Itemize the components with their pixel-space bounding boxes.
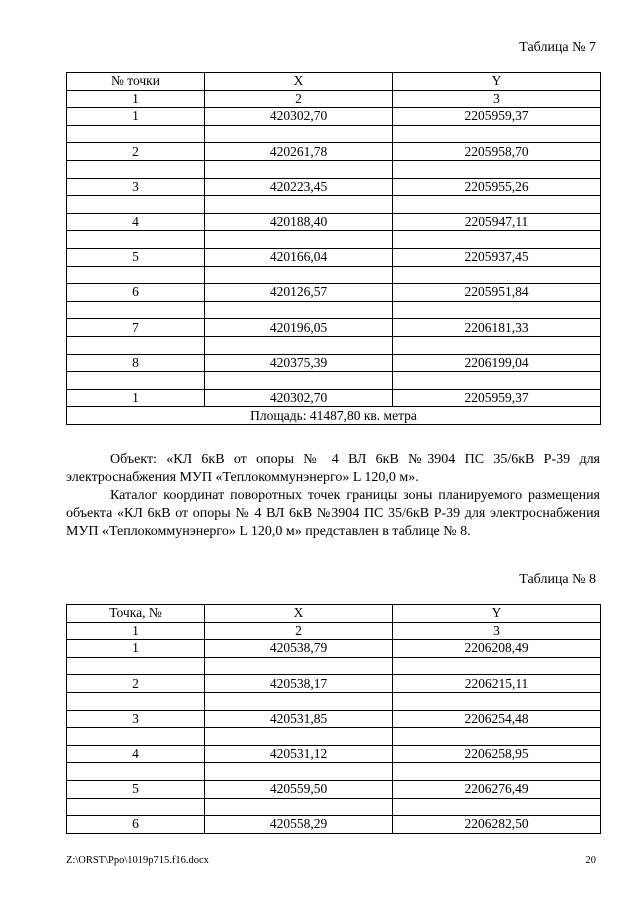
table-row bbox=[67, 389, 601, 407]
table-row bbox=[67, 640, 601, 658]
x-cell: 420302,70 bbox=[205, 108, 393, 126]
x-cell: 420223,45 bbox=[205, 178, 393, 196]
table-header-row bbox=[67, 73, 601, 91]
y-cell: 2206208,49 bbox=[393, 640, 601, 658]
empty-cell bbox=[393, 372, 601, 390]
body-text bbox=[66, 451, 600, 541]
point-cell: 4 bbox=[67, 213, 205, 231]
table-row bbox=[67, 710, 601, 728]
table-row bbox=[67, 178, 601, 196]
empty-cell bbox=[67, 728, 205, 746]
header-y: Y bbox=[393, 605, 601, 623]
point-cell: 2 bbox=[67, 675, 205, 693]
spacer-row bbox=[67, 728, 601, 746]
point-cell: 5 bbox=[67, 780, 205, 798]
spacer-row bbox=[67, 125, 601, 143]
table-row bbox=[67, 213, 601, 231]
spacer-row bbox=[67, 266, 601, 284]
empty-cell bbox=[205, 160, 393, 178]
table7-caption: Таблица № 7 bbox=[519, 40, 596, 55]
empty-cell bbox=[393, 301, 601, 319]
column-number: 3 bbox=[393, 622, 601, 640]
column-number: 2 bbox=[205, 622, 393, 640]
x-cell: 420261,78 bbox=[205, 143, 393, 161]
point-cell: 3 bbox=[67, 710, 205, 728]
table-row bbox=[67, 816, 601, 834]
empty-cell bbox=[67, 301, 205, 319]
empty-cell bbox=[67, 336, 205, 354]
coordinates-table-8 bbox=[66, 604, 601, 834]
column-number: 1 bbox=[67, 90, 205, 108]
y-cell: 2206254,48 bbox=[393, 710, 601, 728]
table-row bbox=[67, 354, 601, 372]
point-cell: 2 bbox=[67, 143, 205, 161]
x-cell: 420126,57 bbox=[205, 284, 393, 302]
header-y: Y bbox=[393, 73, 601, 91]
empty-cell bbox=[393, 798, 601, 816]
point-cell: 6 bbox=[67, 284, 205, 302]
x-cell: 420559,50 bbox=[205, 780, 393, 798]
column-number: 1 bbox=[67, 622, 205, 640]
empty-cell bbox=[393, 160, 601, 178]
header-x: X bbox=[205, 73, 393, 91]
empty-cell bbox=[205, 266, 393, 284]
empty-cell bbox=[205, 657, 393, 675]
empty-cell bbox=[393, 266, 601, 284]
y-cell: 2206276,49 bbox=[393, 780, 601, 798]
y-cell: 2206215,11 bbox=[393, 675, 601, 693]
empty-cell bbox=[67, 160, 205, 178]
table-row bbox=[67, 745, 601, 763]
y-cell: 2205959,37 bbox=[393, 108, 601, 126]
spacer-row bbox=[67, 196, 601, 214]
coordinates-table-7 bbox=[66, 72, 601, 425]
y-cell: 2205937,45 bbox=[393, 248, 601, 266]
y-cell: 2206199,04 bbox=[393, 354, 601, 372]
header-point: Точка, № bbox=[67, 605, 205, 623]
x-cell: 420166,04 bbox=[205, 248, 393, 266]
point-cell: 5 bbox=[67, 248, 205, 266]
point-cell: 8 bbox=[67, 354, 205, 372]
spacer-row bbox=[67, 763, 601, 781]
header-point: № точки bbox=[67, 73, 205, 91]
empty-cell bbox=[67, 125, 205, 143]
table8-caption: Таблица № 8 bbox=[519, 572, 596, 587]
empty-cell bbox=[67, 763, 205, 781]
empty-cell bbox=[393, 125, 601, 143]
empty-cell bbox=[393, 763, 601, 781]
empty-cell bbox=[205, 763, 393, 781]
area-total: Площадь: 41487,80 кв. метра bbox=[67, 407, 601, 425]
empty-cell bbox=[67, 196, 205, 214]
x-cell: 420302,70 bbox=[205, 389, 393, 407]
spacer-row bbox=[67, 336, 601, 354]
table-row bbox=[67, 319, 601, 337]
y-cell: 2206258,95 bbox=[393, 745, 601, 763]
empty-cell bbox=[393, 692, 601, 710]
empty-cell bbox=[67, 266, 205, 284]
empty-cell bbox=[205, 798, 393, 816]
point-cell: 6 bbox=[67, 816, 205, 834]
x-cell: 420538,17 bbox=[205, 675, 393, 693]
empty-cell bbox=[393, 657, 601, 675]
empty-cell bbox=[67, 231, 205, 249]
spacer-row bbox=[67, 692, 601, 710]
y-cell: 2205951,84 bbox=[393, 284, 601, 302]
empty-cell bbox=[205, 125, 393, 143]
empty-cell bbox=[67, 372, 205, 390]
y-cell: 2205947,11 bbox=[393, 213, 601, 231]
y-cell: 2205958,70 bbox=[393, 143, 601, 161]
header-x: X bbox=[205, 605, 393, 623]
empty-cell bbox=[205, 301, 393, 319]
y-cell: 2205959,37 bbox=[393, 389, 601, 407]
catalog-paragraph: Каталог координат поворотных точек границы зоны планируемого размещения объекта «КЛ 6кВ от опоры № 4 ВЛ 6кВ №3904 ПС 35/6кВ Р-39 для электроснабжения МУП «Теплокоммунэнерго» L 120,0 м» представлен в таблице № 8. bbox=[66, 488, 600, 539]
empty-cell bbox=[205, 728, 393, 746]
footer-file-path: Z:\ORST\Ppo\1019p715.f16.docx bbox=[66, 855, 209, 866]
spacer-row bbox=[67, 231, 601, 249]
table-row bbox=[67, 780, 601, 798]
footer-page-number: 20 bbox=[585, 855, 596, 866]
column-number: 3 bbox=[393, 90, 601, 108]
empty-cell bbox=[205, 196, 393, 214]
x-cell: 420531,12 bbox=[205, 745, 393, 763]
empty-cell bbox=[393, 728, 601, 746]
x-cell: 420531,85 bbox=[205, 710, 393, 728]
table-row bbox=[67, 143, 601, 161]
column-numbering-row bbox=[67, 90, 601, 108]
point-cell: 4 bbox=[67, 745, 205, 763]
spacer-row bbox=[67, 798, 601, 816]
table-row bbox=[67, 675, 601, 693]
table-row bbox=[67, 248, 601, 266]
x-cell: 420375,39 bbox=[205, 354, 393, 372]
point-cell: 1 bbox=[67, 389, 205, 407]
empty-cell bbox=[205, 336, 393, 354]
object-paragraph: Объект: «КЛ 6кВ от опоры № 4 ВЛ 6кВ №3904 ПС 35/6кВ Р-39 для электроснабжения МУП «Теплокоммунэнерго» L 120,0 м». bbox=[66, 452, 600, 485]
x-cell: 420538,79 bbox=[205, 640, 393, 658]
point-cell: 3 bbox=[67, 178, 205, 196]
area-row bbox=[67, 407, 601, 425]
empty-cell bbox=[393, 196, 601, 214]
spacer-row bbox=[67, 301, 601, 319]
empty-cell bbox=[205, 231, 393, 249]
spacer-row bbox=[67, 657, 601, 675]
point-cell: 1 bbox=[67, 640, 205, 658]
point-cell: 7 bbox=[67, 319, 205, 337]
empty-cell bbox=[67, 798, 205, 816]
column-number: 2 bbox=[205, 90, 393, 108]
column-numbering-row bbox=[67, 622, 601, 640]
x-cell: 420558,29 bbox=[205, 816, 393, 834]
empty-cell bbox=[205, 372, 393, 390]
y-cell: 2206181,33 bbox=[393, 319, 601, 337]
empty-cell bbox=[205, 692, 393, 710]
empty-cell bbox=[393, 336, 601, 354]
y-cell: 2206282,50 bbox=[393, 816, 601, 834]
empty-cell bbox=[67, 692, 205, 710]
y-cell: 2205955,26 bbox=[393, 178, 601, 196]
spacer-row bbox=[67, 372, 601, 390]
empty-cell bbox=[67, 657, 205, 675]
table-row bbox=[67, 108, 601, 126]
x-cell: 420188,40 bbox=[205, 213, 393, 231]
table-header-row bbox=[67, 605, 601, 623]
empty-cell bbox=[393, 231, 601, 249]
spacer-row bbox=[67, 160, 601, 178]
point-cell: 1 bbox=[67, 108, 205, 126]
x-cell: 420196,05 bbox=[205, 319, 393, 337]
table-row bbox=[67, 284, 601, 302]
